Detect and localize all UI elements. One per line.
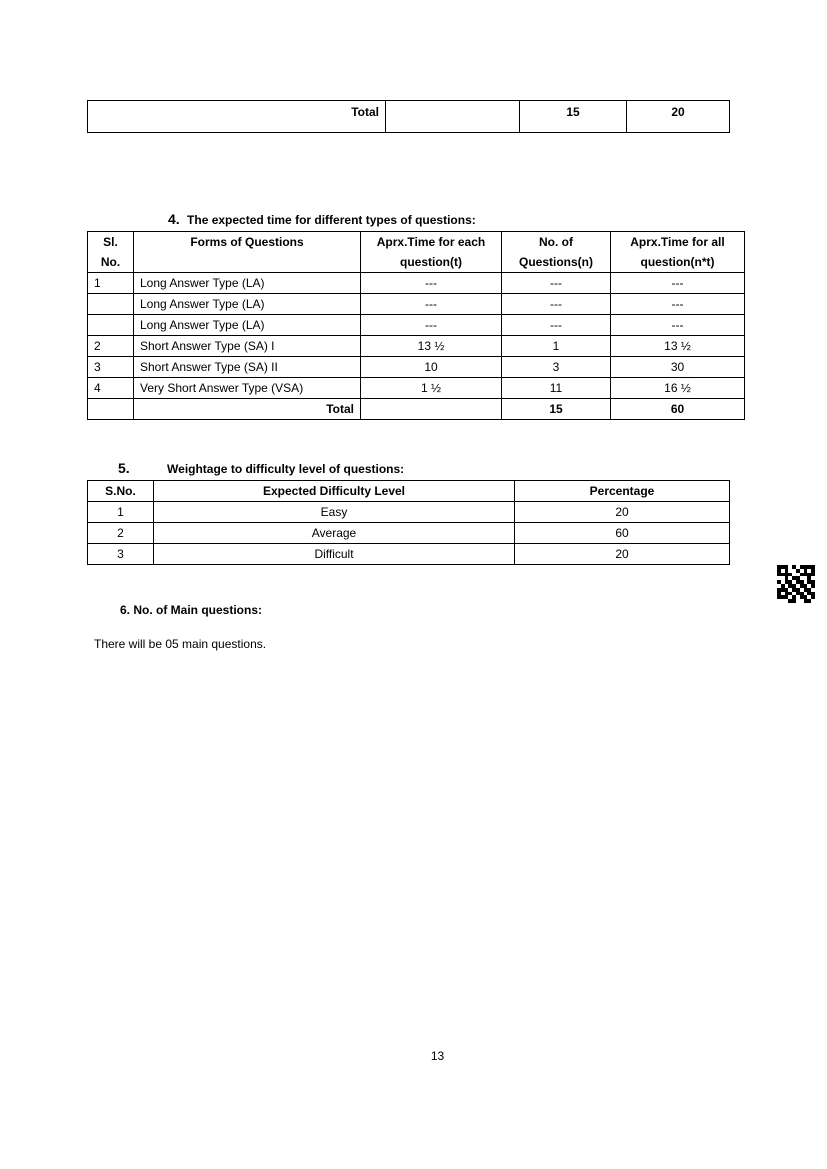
table-row <box>88 378 745 399</box>
total-questions: 15 <box>520 101 627 133</box>
cell-time-each: --- <box>361 294 502 315</box>
total-time-each <box>361 399 502 420</box>
table-row <box>88 502 730 523</box>
section-4-heading <box>168 211 476 227</box>
total-count: 15 <box>502 399 611 420</box>
section-4-title: The expected time for different types of questions: <box>187 213 476 227</box>
expected-time-table <box>87 231 745 420</box>
cell-sl-no: 1 <box>88 273 134 294</box>
cell-sl-no: 2 <box>88 336 134 357</box>
table-row <box>88 273 745 294</box>
cell-time-all: --- <box>611 315 745 336</box>
cell-form: Very Short Answer Type (VSA) <box>134 378 361 399</box>
table-total-row <box>88 399 745 420</box>
table-row <box>88 357 745 378</box>
section-5-title: Weightage to difficulty level of questions: <box>167 462 405 476</box>
page-number: 13 <box>430 1049 445 1063</box>
table-row <box>88 315 745 336</box>
section-5-number: 5. <box>118 460 130 476</box>
cell-blank <box>88 399 134 420</box>
cell-difficulty: Average <box>154 523 515 544</box>
cell-sl-no <box>88 315 134 336</box>
section-4-number: 4. <box>168 211 180 227</box>
total-blank-cell <box>386 101 520 133</box>
table-row <box>88 523 730 544</box>
table-row <box>88 544 730 565</box>
total-label: Total <box>88 101 386 133</box>
header-percentage: Percentage <box>515 481 730 502</box>
cell-sl-no: 3 <box>88 357 134 378</box>
cell-time-each: --- <box>361 315 502 336</box>
section-5-heading <box>118 460 404 476</box>
total-label: Total <box>134 399 361 420</box>
cell-form: Short Answer Type (SA) I <box>134 336 361 357</box>
header-sl-no: Sl. No. <box>88 232 134 273</box>
cell-sl-no <box>88 294 134 315</box>
cell-time-all: 13 ½ <box>611 336 745 357</box>
cell-difficulty: Difficult <box>154 544 515 565</box>
table-row <box>88 101 730 133</box>
cell-time-each: 1 ½ <box>361 378 502 399</box>
cell-s-no: 3 <box>88 544 154 565</box>
header-time-each: Aprx.Time for each question(t) <box>361 232 502 273</box>
total-marks: 20 <box>627 101 730 133</box>
cell-difficulty: Easy <box>154 502 515 523</box>
cell-time-all: 16 ½ <box>611 378 745 399</box>
cell-form: Long Answer Type (LA) <box>134 294 361 315</box>
table-row <box>88 336 745 357</box>
cell-time-each: 13 ½ <box>361 336 502 357</box>
previous-table-total-row <box>87 100 730 133</box>
cell-time-all: 30 <box>611 357 745 378</box>
table-row <box>88 294 745 315</box>
cell-percentage: 20 <box>515 502 730 523</box>
header-no-of-questions: No. of Questions(n) <box>502 232 611 273</box>
section-6-text: There will be 05 main questions. <box>94 637 267 651</box>
table-header-row <box>88 481 730 502</box>
cell-form: Long Answer Type (LA) <box>134 315 361 336</box>
header-s-no: S.No. <box>88 481 154 502</box>
table-header-row <box>88 232 745 273</box>
cell-time-all: --- <box>611 273 745 294</box>
cell-form: Long Answer Type (LA) <box>134 273 361 294</box>
total-time-all: 60 <box>611 399 745 420</box>
header-difficulty-level: Expected Difficulty Level <box>154 481 515 502</box>
cell-count: --- <box>502 273 611 294</box>
cell-count: 3 <box>502 357 611 378</box>
cell-count: --- <box>502 315 611 336</box>
cell-sl-no: 4 <box>88 378 134 399</box>
cell-time-each: 10 <box>361 357 502 378</box>
cell-count: 11 <box>502 378 611 399</box>
cell-time-all: --- <box>611 294 745 315</box>
cell-percentage: 20 <box>515 544 730 565</box>
cell-s-no: 2 <box>88 523 154 544</box>
cell-time-each: --- <box>361 273 502 294</box>
cell-count: 1 <box>502 336 611 357</box>
difficulty-level-table <box>87 480 730 565</box>
cell-s-no: 1 <box>88 502 154 523</box>
qr-code-icon <box>777 565 815 603</box>
header-forms-of-questions: Forms of Questions <box>134 232 361 273</box>
cell-form: Short Answer Type (SA) II <box>134 357 361 378</box>
header-time-all: Aprx.Time for all question(n*t) <box>611 232 745 273</box>
section-6-heading: 6. No. of Main questions: <box>120 603 263 617</box>
cell-percentage: 60 <box>515 523 730 544</box>
cell-count: --- <box>502 294 611 315</box>
